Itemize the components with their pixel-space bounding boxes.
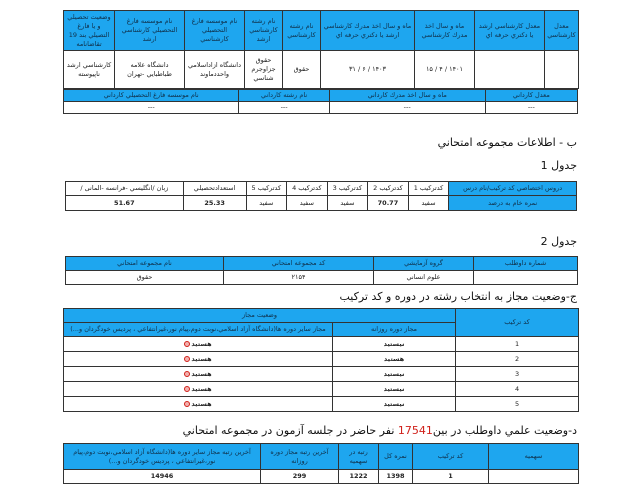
header-quota-rank: رتبه در سهميه xyxy=(339,444,379,470)
last-other-rank-value: 14946 xyxy=(64,470,261,484)
header-master-institute: نام موسسه فارغ التحصيلي كارشناسي ارشد xyxy=(115,11,185,51)
header-education-status: وضعيت تحصيلي و يا فارغ التصيلي بند 19 تقاضانامه xyxy=(64,11,115,51)
header-course-label: دروس اختصاصي كد تركيب/نام درس xyxy=(449,182,577,196)
table1-title: جدول 1 xyxy=(540,159,577,172)
bachelor-gpa-value xyxy=(545,51,579,89)
exam-group-value: علوم انساني xyxy=(374,271,474,285)
header-day-course: مجاز دوره روزانه xyxy=(333,323,456,337)
info-circle-icon[interactable] xyxy=(184,401,190,407)
header-code-1: كدتركيب 1 xyxy=(408,182,449,196)
combination-code: 5 xyxy=(456,397,579,412)
header-exam-group: گروه آزمايشي xyxy=(374,257,474,271)
header-master-date: ماه و سال اخذ مدرك كارشناسي ارشد يا دكتري حرفه اي xyxy=(321,11,415,51)
day-course-status: نيستيد xyxy=(333,382,456,397)
master-gpa-value xyxy=(475,51,545,89)
header-code-2: كدتركيب 2 xyxy=(368,182,409,196)
table-row xyxy=(64,337,579,352)
header-associate-field: نام رشته كارداني xyxy=(239,90,329,102)
day-course-status: هستيد xyxy=(333,352,456,367)
eligibility-table xyxy=(63,308,579,412)
section-d-title xyxy=(183,424,577,437)
header-candidate-number: شماره داوطلب xyxy=(474,257,578,271)
score-language: 51.67 xyxy=(66,196,184,211)
day-course-status: نيستيد xyxy=(333,397,456,412)
total-score-value: 1398 xyxy=(379,470,413,484)
score-aptitude: 25.33 xyxy=(183,196,246,211)
other-courses-status xyxy=(64,382,333,397)
score-code-4: سفيد xyxy=(287,196,328,211)
master-date-value: ۱۴۰۳ / ۶ / ۳۱ xyxy=(321,51,415,89)
header-exam-set-code: كد مجموعه امتحاني xyxy=(224,257,374,271)
header-quota: سهميه xyxy=(489,444,579,470)
day-course-status: نيستيد xyxy=(333,367,456,382)
day-course-status: نيستيد xyxy=(333,337,456,352)
header-bachelor-field: نام رشته كارشناسي xyxy=(283,11,321,51)
other-courses-status xyxy=(64,367,333,382)
status-text: هستيد xyxy=(191,369,212,378)
status-text: هستيد xyxy=(191,339,212,348)
other-courses-status xyxy=(64,337,333,352)
score-code-3: سفيد xyxy=(327,196,368,211)
header-associate-institute: نام موسسه فارغ التحصيلي كارداني xyxy=(64,90,239,102)
header-associate-date: ماه و سال اخذ مدرك كارداني xyxy=(329,90,485,102)
header-last-other-rank: آخرين رتبه مجاز ساير دوره ها(دانشگاه آزاد اسلامي،نوبت دوم،پيام نور،غيرانتفاعي ، پرديس خودگردان و...) xyxy=(64,444,261,470)
header-master-gpa: معدل كارشناسي ارشد يا دكتري حرفه اي xyxy=(475,11,545,51)
header-code-5: كدتركيب 5 xyxy=(246,182,287,196)
status-text: هستيد xyxy=(191,399,212,408)
info-circle-icon[interactable] xyxy=(184,341,190,347)
exam-set-code-value: ۲۱۵۴ xyxy=(224,271,374,285)
combination-code: 2 xyxy=(456,352,579,367)
table-row xyxy=(64,382,579,397)
status-text: هستيد xyxy=(191,354,212,363)
header-last-day-rank: آخرين رتبه مجاز دوره روزانه xyxy=(261,444,339,470)
associate-degree-table xyxy=(63,89,578,114)
bachelor-institute-value: دانشگاه ازاداسلامي واحددماوند xyxy=(185,51,245,89)
header-bachelor-institute: نام موسسه فارغ التحصيلي كارشناسي xyxy=(185,11,245,51)
last-day-rank-value: 299 xyxy=(261,470,339,484)
header-other-courses: مجاز ساير دوره ها(دانشگاه آزاد اسلامي،نوبت دوم،پيام نور،غيرانتفاعي ، پرديس خودگردان و...) xyxy=(64,323,333,337)
associate-gpa-value: --- xyxy=(485,102,577,114)
header-associate-gpa: معدل كارداني xyxy=(485,90,577,102)
associate-institute-value: --- xyxy=(64,102,239,114)
table2-title: جدول 2 xyxy=(540,235,577,248)
associate-date-value: --- xyxy=(329,102,485,114)
info-circle-icon[interactable] xyxy=(184,386,190,392)
exam-scores-table xyxy=(65,181,577,211)
header-master-field: نام رشته كارشناسي ارشد xyxy=(245,11,283,51)
header-bachelor-gpa: معدل كارشناسي xyxy=(545,11,579,51)
score-code-5: سفيد xyxy=(246,196,287,211)
info-circle-icon[interactable] xyxy=(184,371,190,377)
info-circle-icon[interactable] xyxy=(184,356,190,362)
header-code-4: كدتركيب 4 xyxy=(287,182,328,196)
header-total-score: نمره كل xyxy=(379,444,413,470)
section-b-title: ب - اطلاعات مجموعه امتحاني xyxy=(437,136,577,149)
exam-group-table xyxy=(65,256,578,285)
education-table xyxy=(63,10,579,89)
bachelor-field-value: حقوق xyxy=(283,51,321,89)
section-j-title: ج-وضعيت مجاز به انتخاب رشته در دوره و كد تركيب xyxy=(339,290,577,303)
header-combination-code: كد تركيب xyxy=(456,309,579,337)
combination-code: 3 xyxy=(456,367,579,382)
ranking-table xyxy=(63,443,579,484)
section-d-prefix: د-وضعيت علمي داوطلب در بين xyxy=(432,424,577,437)
combination-code: 1 xyxy=(456,337,579,352)
participant-count: 17541 xyxy=(397,424,433,437)
combination-code: 4 xyxy=(456,382,579,397)
header-eligibility-status: وضعيت مجاز xyxy=(64,309,456,323)
exam-set-name-value: حقوق xyxy=(66,271,224,285)
table-row xyxy=(64,470,579,484)
header-aptitude: استعدادتحصيلي xyxy=(183,182,246,196)
table-row xyxy=(64,352,579,367)
header-exam-set-name: نام مجموعه امتحاني xyxy=(66,257,224,271)
score-code-1: سفيد xyxy=(408,196,449,211)
row-label-raw-score: نمره خام به درصد xyxy=(449,196,577,211)
combination-code-value: 1 xyxy=(413,470,489,484)
header-language: زبان /انگليسي -فرانسه -المانی / xyxy=(66,182,184,196)
bachelor-date-value: ۱۴۰۱ / ۴ / ۱۵ xyxy=(415,51,475,89)
header-code-3: كدتركيب 3 xyxy=(327,182,368,196)
table-row xyxy=(64,367,579,382)
status-text: هستيد xyxy=(191,384,212,393)
quota-value xyxy=(489,470,579,484)
header-combination-code: كد تركيب xyxy=(413,444,489,470)
other-courses-status xyxy=(64,397,333,412)
quota-rank-value: 1222 xyxy=(339,470,379,484)
master-field-value: حقوق جزاوجرم شناسي xyxy=(245,51,283,89)
table-row xyxy=(64,397,579,412)
score-code-2: 70.77 xyxy=(368,196,409,211)
other-courses-status xyxy=(64,352,333,367)
header-bachelor-date: ماه و سال اخذ مدرك كارشناسي xyxy=(415,11,475,51)
section-d-suffix: نفر حاضر در جلسه آزمون در مجموعه امتحاني xyxy=(182,424,398,437)
associate-field-value: --- xyxy=(239,102,329,114)
education-status-value: كارشناسي ارشد ناپيوسته xyxy=(64,51,115,89)
master-institute-value: دانشگاه علامه طباطبايي -تهران xyxy=(115,51,185,89)
candidate-number-value xyxy=(474,271,578,285)
